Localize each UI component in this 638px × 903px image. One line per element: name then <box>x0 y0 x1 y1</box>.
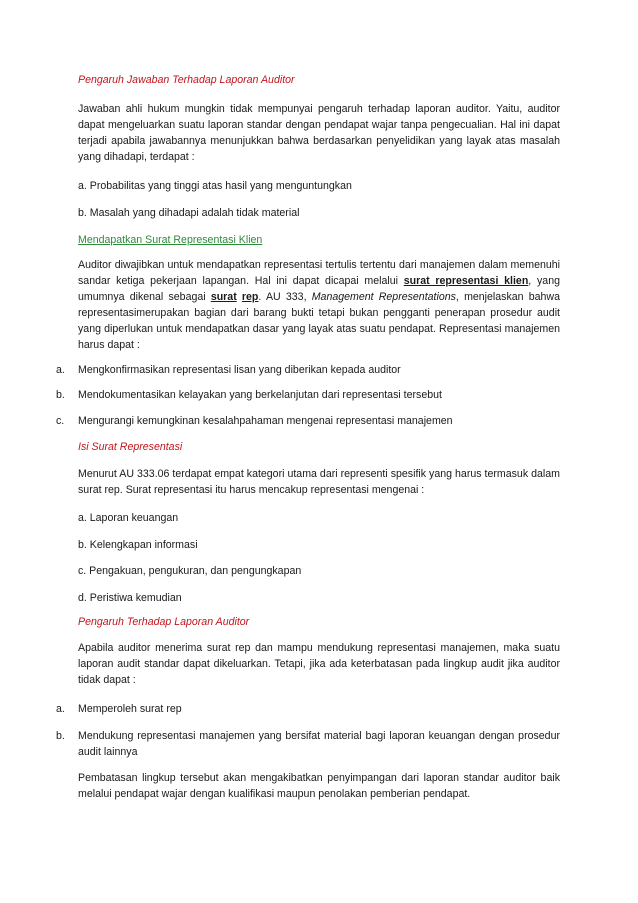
paragraph-pembatasan-lingkup: Pembatasan lingkup tersebut akan mengakibatkan penyimpangan dari laporan standar auditor baik melalui pendapat wajar dengan kualifikasi maupun penolakan pemberian pendapat. <box>78 772 560 800</box>
surat-term: surat <box>210 291 237 303</box>
management-representations-title: Management Representations <box>311 291 456 303</box>
list-item: a. Probabilitas yang tinggi atas hasil yang menguntungkan <box>78 180 352 192</box>
list-marker: c. <box>56 415 65 427</box>
list-item: b. Kelengkapan informasi <box>78 539 198 551</box>
surat-representasi-klien-term: surat representasi klien <box>403 275 529 287</box>
list-marker: b. <box>56 730 65 742</box>
paragraph-auditor-diwajibkan: Auditor diwajibkan untuk mendapatkan representasi tertulis tertentu dari manajemen dalam memenuhi sandar ketiga pekerjaan lapangan. Hal ini dapat dicapai melalui surat representasi klien, yang umumnya dikenal sebagai surat rep. AU 333, Management Representations, menjelaskan bahwa representasimerupakan bagian dari barang bukti tetapi bukan pengganti penerapan prosedur audit yang diperlukan untuk mendapatkan dasar yang layak atas suatu pendapat. Representasi manajemen harus dapat : <box>78 259 560 351</box>
list-item: d. Peristiwa kemudian <box>78 592 182 604</box>
list-item: Memperoleh surat rep <box>78 703 182 715</box>
paragraph-menurut-au: Menurut AU 333.06 terdapat empat kategori utama dari representi spesifik yang harus termasuk dalam surat rep. Surat representasi itu harus mencakup representasi mengenai : <box>78 468 560 496</box>
list-item: Mendukung representasi manajemen yang bersifat material bagi laporan keuangan dengan prosedur audit lainnya <box>78 730 560 758</box>
list-marker: a. <box>56 364 65 376</box>
list-item: b. Masalah yang dihadapi adalah tidak material <box>78 207 300 219</box>
list-item: Mendokumentasikan kelayakan yang berkelanjutan dari representasi tersebut <box>78 389 442 401</box>
section-heading-pengaruh-terhadap-laporan: Pengaruh Terhadap Laporan Auditor <box>78 616 250 628</box>
rep-term: rep <box>241 291 259 303</box>
section-heading-isi-surat-representasi: Isi Surat Representasi <box>78 441 183 453</box>
paragraph-apabila-auditor: Apabila auditor menerima surat rep dan mampu mendukung representasi manajemen, maka suatu laporan audit standar dapat dikeluarkan. Tetapi, jika ada keterbatasan pada lingkup audit jika auditor tidak dapat : <box>78 642 560 686</box>
list-marker: b. <box>56 389 65 401</box>
list-item: Mengurangi kemungkinan kesalahpahaman mengenai representasi manajemen <box>78 415 453 427</box>
list-item: c. Pengakuan, pengukuran, dan pengungkapan <box>78 565 302 577</box>
list-item: Mengkonfirmasikan representasi lisan yang diberikan kepada auditor <box>78 364 401 376</box>
section-heading-surat-representasi-klien: Mendapatkan Surat Representasi Klien <box>78 234 263 246</box>
section-heading-pengaruh-jawaban: Pengaruh Jawaban Terhadap Laporan Auditor <box>78 74 295 86</box>
list-item: a. Laporan keuangan <box>78 512 179 524</box>
paragraph-jawaban-ahli-hukum: Jawaban ahli hukum mungkin tidak mempunyai pengaruh terhadap laporan auditor. Yaitu, auditor dapat mengeluarkan suatu laporan standar dengan pendapat wajar tanpa pengecualian. Hal ini dapat terjadi apabila jawabannya menunjukkan bahwa berdasarkan penyelidikan yang layak atas masalah yang dihadapi, terdapat : <box>78 103 560 163</box>
list-marker: a. <box>56 703 65 715</box>
